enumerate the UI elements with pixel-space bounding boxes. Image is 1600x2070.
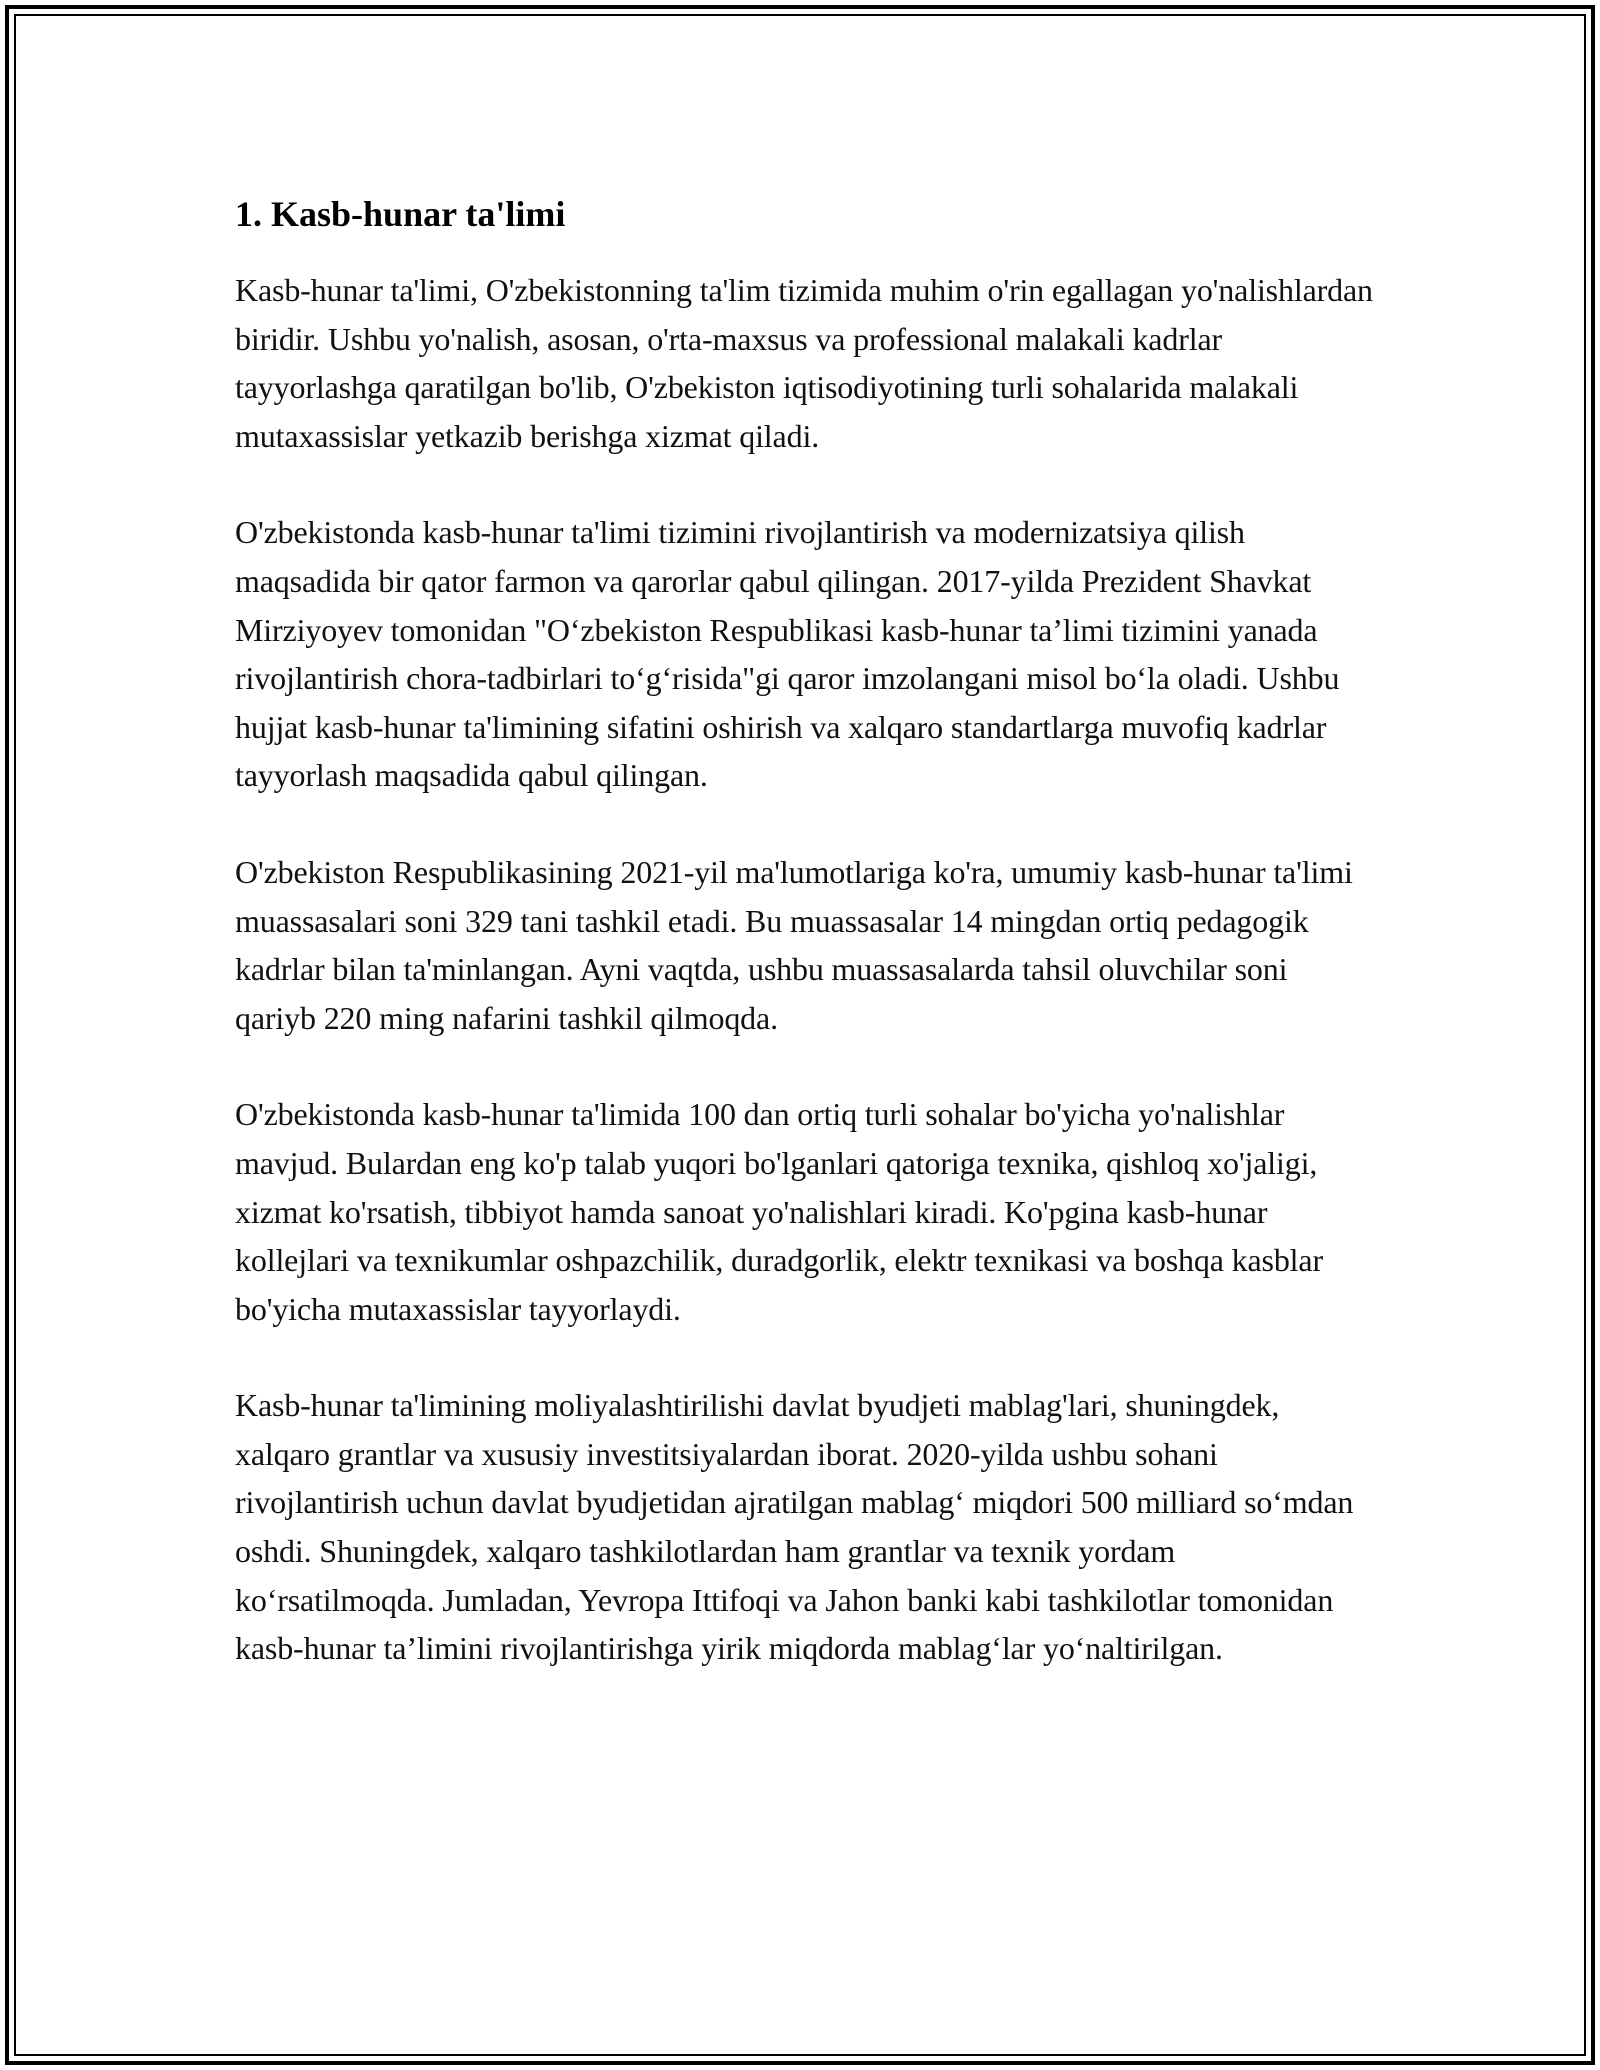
paragraph-2: O'zbekistonda kasb-hunar ta'limi tizimini rivojlantirish va modernizatsiya qilish maqsadida bir qator farmon va qarorlar qabul qilingan. 2017-yilda Prezident Shavkat Mirziyoyev tomonidan "O‘zbekiston Respublikasi kasb-hunar ta’limi tizimini yanada rivojlantirish chora-tadbirlari to‘g‘risida"gi qaror imzolangani misol bo‘la oladi. Ushbu hujjat kasb-hunar ta'limining sifatini oshirish va xalqaro standartlarga muvofiq kadrlar tayyorlash maqsadida qabul qilingan.	[235, 514, 1340, 794]
paragraph-1: Kasb-hunar ta'limi, O'zbekistonning ta'lim tizimida muhim o'rin egallagan yo'nalishlardan biridir. Ushbu yo'nalish, asosan, o'rta-maxsus va professional malakali kadrlar tayyorlashga qaratilgan bo'lib, O'zbekiston iqtisodiyotining turli sohalarida malakali mutaxassislar yetkazib berishga xizmat qiladi.	[235, 272, 1373, 454]
document-body	[235, 190, 1375, 1721]
section-heading: 1. Kasb-hunar ta'limi	[235, 194, 566, 234]
paragraph-5: Kasb-hunar ta'limining moliyalashtirilishi davlat byudjeti mablag'lari, shuningdek, xalqaro grantlar va xususiy investitsiyalardan iborat. 2020-yilda ushbu sohani rivojlantirish uchun davlat byudjetidan ajratilgan mablag‘ miqdori 500 milliard so‘mdan oshdi. Shuningdek, xalqaro tashkilotlardan ham grantlar va texnik yordam ko‘rsatilmoqda. Jumladan, Yevropa Ittifoqi va Jahon banki kabi tashkilotlar tomonidan kasb-hunar ta’limini rivojlantirishga yirik miqdorda mablag‘lar yo‘naltirilgan.	[235, 1387, 1354, 1667]
paragraph-4: O'zbekistonda kasb-hunar ta'limida 100 dan ortiq turli sohalar bo'yicha yo'nalishlar mavjud. Bulardan eng ko'p talab yuqori bo'lganlari qatoriga texnika, qishloq xo'jaligi, xizmat ko'rsatish, tibbiyot hamda sanoat yo'nalishlari kiradi. Ko'pgina kasb-hunar kollejlari va texnikumlar oshpazchilik, duradgorlik, elektr texnikasi va boshqa kasblar bo'yicha mutaxassislar tayyorlaydi.	[235, 1096, 1323, 1327]
paragraph-3: O'zbekiston Respublikasining 2021-yil ma'lumotlariga ko'ra, umumiy kasb-hunar ta'limi muassasalari soni 329 tani tashkil etadi. Bu muassasalar 14 mingdan ortiq pedagogik kadrlar bilan ta'minlangan. Ayni vaqtda, ushbu muassasalarda tahsil oluvchilar soni qariyb 220 ming nafarini tashkil qilmoqda.	[235, 853, 1353, 1036]
